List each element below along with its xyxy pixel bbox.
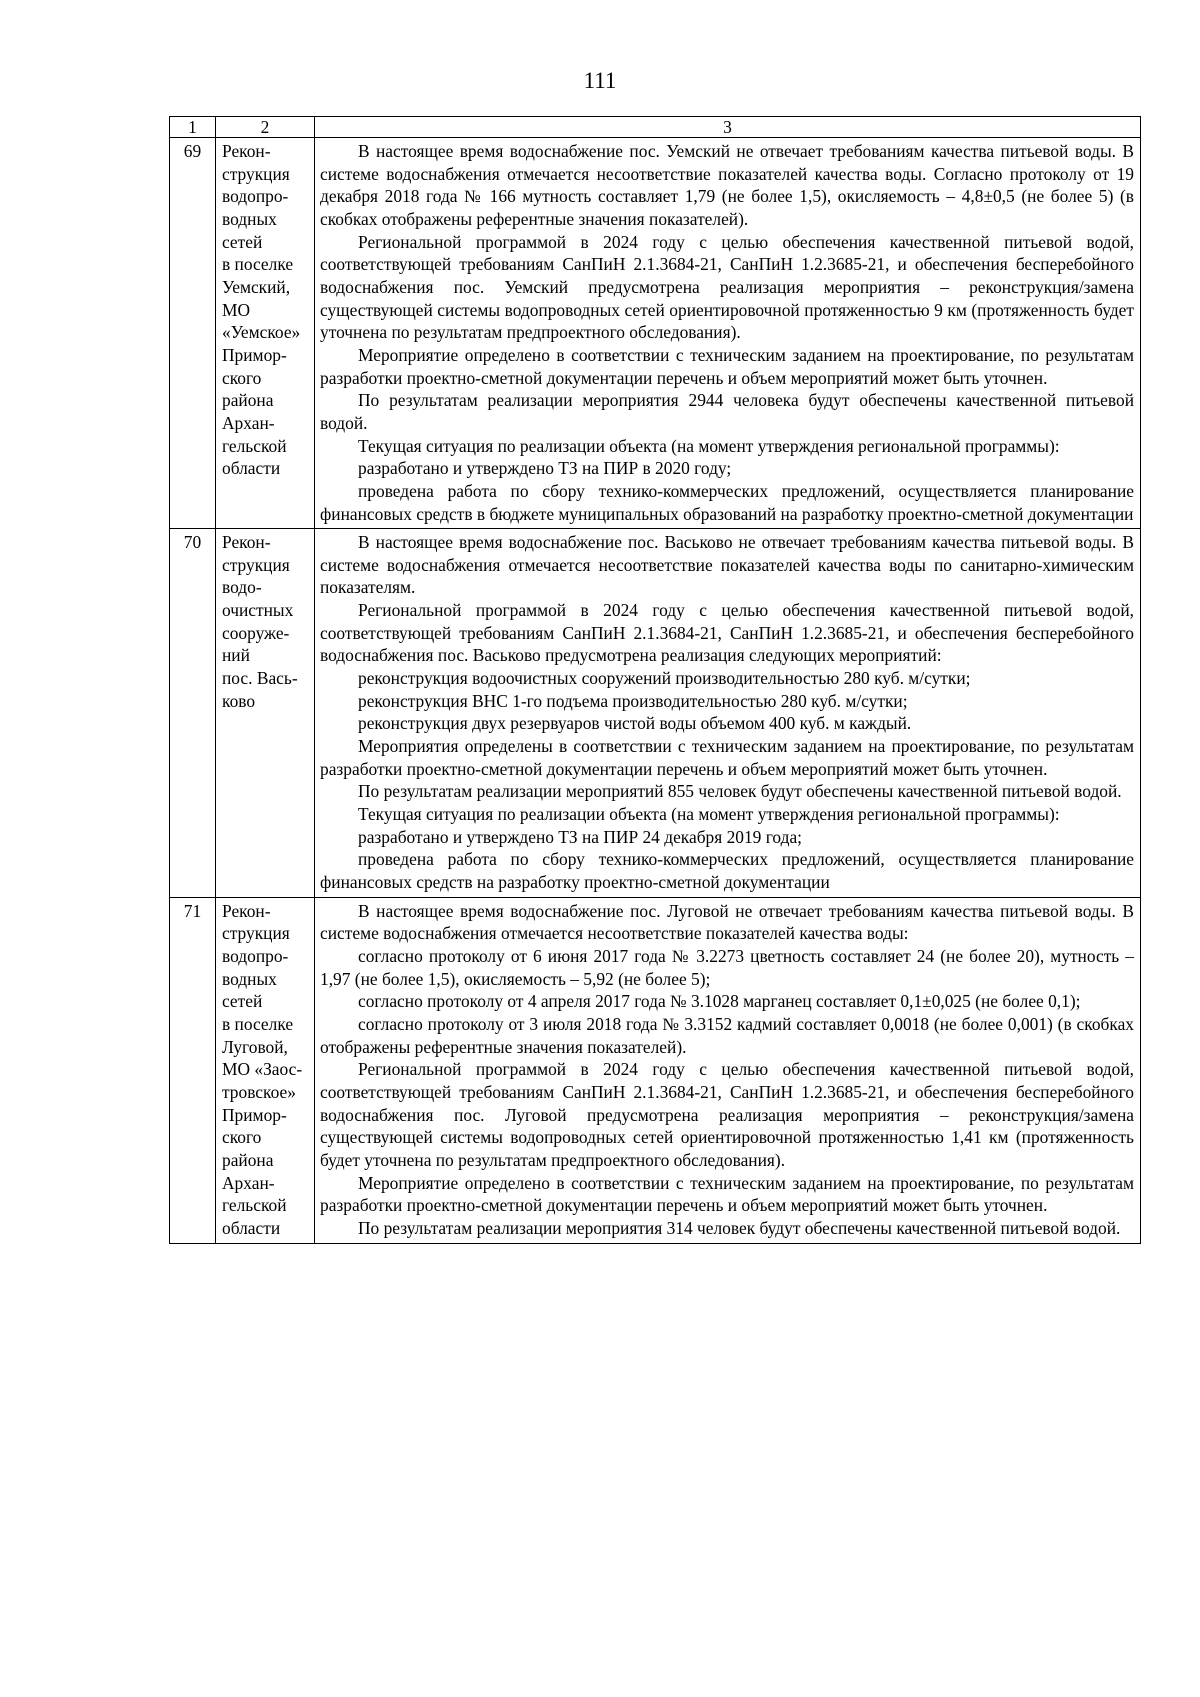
description-paragraph: реконструкция водоочистных сооружений производительностью 280 куб. м/сутки;	[358, 668, 971, 689]
description-paragraph: Региональной программой в 2024 году с целью обеспечения качественной питьевой водой, соответствующей требованиям СанПиН 2.1.3684-21, СанПиН 1.2.3685-21, и обеспечения бесперебойного водоснабжения пос. Уемский предусмотрена реализация мероприятия – реконструкция/замена существующей системы водопроводных сетей ориентировочной протяженностью 9 км (протяженность будет уточнена по результатам предпроектного обследования).	[320, 231, 1134, 343]
object-name-line: пос. Вась-	[222, 668, 298, 689]
description-paragraph: По результатам реализации мероприятия 2944 человека будут обеспечены качественной питьевой водой.	[320, 390, 1134, 433]
object-name-line: водопро-	[222, 186, 289, 207]
header-col-2: 2	[216, 117, 315, 138]
description-paragraph: Текущая ситуация по реализации объекта (на момент утверждения региональной программы):	[358, 804, 1060, 825]
object-name-line: водных	[222, 968, 277, 989]
object-name-line: области	[222, 1217, 281, 1238]
object-name-line: Рекон-	[222, 900, 271, 921]
table-row	[170, 529, 1141, 898]
object-name-line: сооруже-	[222, 622, 290, 643]
header-col-1: 1	[170, 117, 216, 138]
object-description	[315, 138, 1141, 529]
object-name-line: гельской	[222, 435, 287, 456]
object-name-line: ского	[222, 367, 262, 388]
object-name-line: ского	[222, 1127, 262, 1148]
object-name-line: Архан-	[222, 412, 275, 433]
object-name-line: сетей	[222, 231, 263, 252]
object-name-line: очистных	[222, 600, 294, 621]
page-number: 111	[583, 68, 617, 93]
table-row	[170, 897, 1141, 1243]
description-paragraph: Мероприятия определены в соответствии с техническим заданием на проектирование, по результатам разработки проектно-сметной документации перечень и объем мероприятий может быть уточнен.	[320, 736, 1134, 779]
table-header-row	[170, 117, 1141, 138]
object-description	[315, 897, 1141, 1243]
object-name	[216, 138, 315, 529]
description-paragraph: согласно протоколу от 6 июня 2017 года № 3.2273 цветность составляет 24 (не более 20), мутность – 1,97 (не более 1,5), окисляемость – 5,92 (не более 5);	[320, 945, 1134, 989]
object-name-line: района	[222, 390, 274, 411]
description-paragraph: разработано и утверждено ТЗ на ПИР 24 декабря 2019 года;	[358, 826, 803, 847]
object-name	[216, 529, 315, 898]
row-number: 71	[170, 897, 216, 1243]
object-name-line: струкция	[222, 163, 290, 184]
description-paragraph: По результатам реализации мероприятия 314 человек будут обеспечены качественной питьевой водой.	[358, 1217, 1121, 1238]
object-name-line: сетей	[222, 991, 263, 1012]
object-name-line: района	[222, 1149, 274, 1170]
object-name-line: области	[222, 458, 281, 479]
description-paragraph: Мероприятие определено в соответствии с техническим заданием на проектирование, по результатам разработки проектно-сметной документации перечень и объем мероприятий может быть уточнен.	[320, 344, 1134, 388]
object-name-line: Уемский,	[222, 276, 291, 297]
object-name-line: Архан-	[222, 1172, 275, 1193]
description-paragraph: В настоящее время водоснабжение пос. Васьково не отвечает требованиям качества питьевой воды. В системе водоснабжения отмечается несоответствие показателей качества воды по санитарно-химическим показателям.	[320, 532, 1134, 598]
table-row	[170, 138, 1141, 529]
header-col-3: 3	[315, 117, 1141, 138]
description-paragraph: проведена работа по сбору технико-коммерческих предложений, осуществляется планирование финансовых средств в бюджете муниципальных образований на разработку проектно-сметной документации	[320, 480, 1134, 524]
object-name-line: Примор-	[222, 344, 287, 365]
description-paragraph: Текущая ситуация по реализации объекта (на момент утверждения региональной программы):	[358, 435, 1060, 456]
measures-table	[169, 116, 1141, 1244]
description-paragraph: В настоящее время водоснабжение пос. Луговой не отвечает требованиям качества питьевой воды. В системе водоснабжения отмечается несоответствие показателей качества воды:	[320, 900, 1134, 944]
row-number: 69	[170, 138, 216, 529]
object-name-line: Рекон-	[222, 141, 271, 161]
description-paragraph: В настоящее время водоснабжение пос. Уемский не отвечает требованиям качества питьевой воды. В системе водоснабжения отмечается несоответствие показателей качества воды. Согласно протоколу от 19 декабря 2018 года № 166 мутность составляет 1,79 (не более 1,5), окисляемость – 4,8±0,5 (не более 5) (в скобках отображены референтные значения показателей).	[320, 141, 1134, 229]
object-name-line: водных	[222, 208, 277, 229]
description-paragraph: разработано и утверждено ТЗ на ПИР в 2020 году;	[358, 458, 732, 479]
object-name	[216, 897, 315, 1243]
object-name-line: Примор-	[222, 1104, 287, 1125]
description-paragraph: проведена работа по сбору технико-коммерческих предложений, осуществляется планирование финансовых средств на разработку проектно-сметной документации	[320, 849, 1134, 892]
description-paragraph: Региональной программой в 2024 году с целью обеспечения качественной питьевой водой, соответствующей требованиям СанПиН 2.1.3684-21, СанПиН 1.2.3685-21, и обеспечения бесперебойного водоснабжения пос. Васьково предусмотрена реализация следующих мероприятий:	[320, 600, 1134, 666]
object-name-line: в поселке	[222, 254, 294, 275]
object-name-line: ково	[222, 690, 256, 711]
description-paragraph: Региональной программой в 2024 году с целью обеспечения качественной питьевой водой, соответствующей требованиям СанПиН 2.1.3684-21, СанПиН 1.2.3685-21, и обеспечения бесперебойного водоснабжения пос. Луговой предусмотрена реализация мероприятия – реконструкция/замена существующей системы водопроводных сетей ориентировочной протяженностью 1,41 км (протяженность будет уточнена по результатам предпроектного обследования).	[320, 1059, 1134, 1170]
object-name-line: Рекон-	[222, 532, 271, 553]
object-description	[315, 529, 1141, 898]
object-name-line: в поселке	[222, 1013, 294, 1034]
object-name-line: тровское»	[222, 1081, 296, 1102]
object-name-line: водо-	[222, 577, 262, 598]
row-number: 70	[170, 529, 216, 898]
object-name-line: «Уемское»	[222, 322, 301, 343]
object-name-line: водопро-	[222, 945, 289, 966]
object-name-line: МО	[222, 299, 251, 320]
description-paragraph: По результатам реализации мероприятий 855 человек будут обеспечены качественной питьевой водой.	[358, 781, 1122, 802]
object-name-line: ний	[222, 645, 250, 666]
description-paragraph: согласно протоколу от 3 июля 2018 года № 3.3152 кадмий составляет 0,0018 (не более 0,001) (в скобках отображены референтные значения показателей).	[320, 1013, 1134, 1057]
object-name-line: МО «Заос-	[222, 1059, 303, 1080]
description-paragraph: Мероприятие определено в соответствии с техническим заданием на проектирование, по результатам разработки проектно-сметной документации перечень и объем мероприятий может быть уточнен.	[320, 1172, 1134, 1216]
description-paragraph: реконструкция ВНС 1-го подъема производительностью 280 куб. м/сутки;	[358, 690, 908, 711]
object-name-line: струкция	[222, 554, 290, 575]
object-name-line: Луговой,	[222, 1036, 288, 1057]
object-name-line: струкция	[222, 923, 290, 944]
object-name-line: гельской	[222, 1195, 287, 1216]
description-paragraph: реконструкция двух резервуаров чистой воды объемом 400 куб. м каждый.	[358, 713, 912, 734]
description-paragraph: согласно протоколу от 4 апреля 2017 года № 3.1028 марганец составляет 0,1±0,025 (не более 0,1);	[358, 991, 1081, 1012]
